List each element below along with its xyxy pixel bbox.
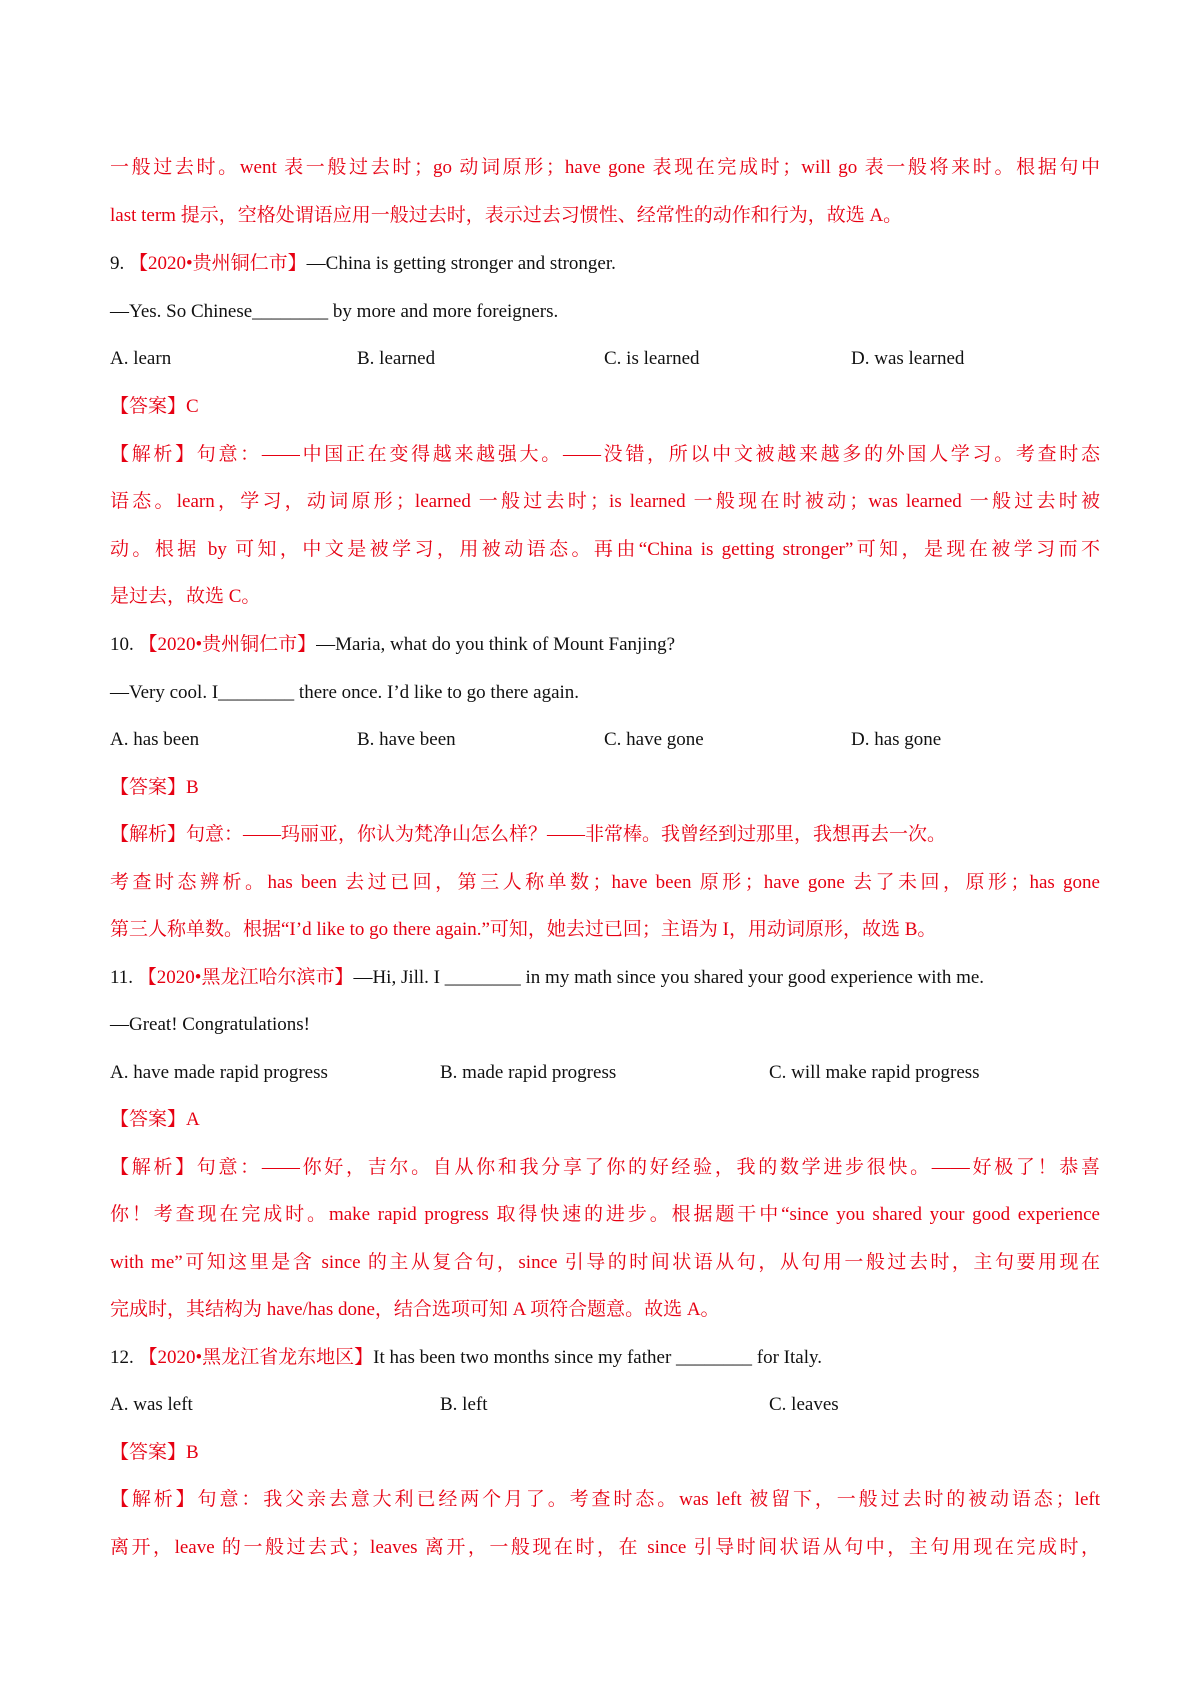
q10-analysis-line-1: 【解析】句意：——玛丽亚，你认为梵净山怎么样？——非常棒。我曾经到过那里，我想再去一次。 xyxy=(110,824,947,845)
q10-option-c: C. have gone xyxy=(604,729,704,750)
q9-source-tag: 【2020•贵州铜仁市】 xyxy=(129,253,307,274)
q10-stem-line-1 xyxy=(110,633,675,657)
q9-number: 9. xyxy=(110,253,125,274)
q12-stem-line-1 xyxy=(110,1346,822,1370)
q11-source-tag: 【2020•黑龙江哈尔滨市】 xyxy=(137,967,354,988)
q11-analysis-line-4: 完成时，其结构为 have/has done，结合选项可知 A 项符合题意。故选 A。 xyxy=(110,1299,720,1320)
q9-option-d: D. was learned xyxy=(851,348,965,369)
q11-analysis-line-1: 【解析】句意：——你好，吉尔。自从你和我分享了你的好经验，我的数学进步很快。——好极了！恭喜 xyxy=(110,1157,1100,1178)
q10-analysis-line-3: 第三人称单数。根据“I’d like to go there again.”可知，她去过已回；主语为 I，用动词原形，故选 B。 xyxy=(110,919,937,940)
q10-number: 10. xyxy=(110,634,134,655)
q9-analysis-line-3: 动。根据 by 可知，中文是被学习，用被动语态。再由“China is getting stronger”可知，是现在被学习而不 xyxy=(110,539,1100,560)
continuation-line-1: 一般过去时。went 表一般过去时；go 动词原形；have gone 表现在完成时；will go 表一般将来时。根据句中 xyxy=(110,157,1100,178)
q11-option-c: C. will make rapid progress xyxy=(769,1062,980,1083)
q10-option-d: D. has gone xyxy=(851,729,942,750)
q9-option-c: C. is learned xyxy=(604,348,700,369)
q9-option-b: B. learned xyxy=(357,348,436,369)
q10-stem-1: —Maria, what do you think of Mount Fanjing? xyxy=(316,634,676,655)
q10-option-a: A. has been xyxy=(110,729,200,750)
q9-stem-1: —China is getting stronger and stronger. xyxy=(306,253,616,274)
q11-number: 11. xyxy=(110,967,134,988)
q12-number: 12. xyxy=(110,1347,134,1368)
q12-stem-1: It has been two months since my father ________ for Italy. xyxy=(373,1347,823,1368)
q11-stem-2: —Great! Congratulations! xyxy=(110,1014,310,1035)
q12-option-a: A. was left xyxy=(110,1394,193,1415)
q9-analysis-line-2: 语态。learn，学习，动词原形；learned 一般过去时；is learned 一般现在时被动；was learned 一般过去时被 xyxy=(110,491,1100,512)
q9-option-a: A. learn xyxy=(110,348,172,369)
q9-stem-2: —Yes. So Chinese________ by more and more foreigners. xyxy=(110,301,559,322)
q9-stem-line-1 xyxy=(110,252,616,276)
q11-option-b: B. made rapid progress xyxy=(440,1062,617,1083)
q9-analysis-line-4: 是过去，故选 C。 xyxy=(110,586,261,607)
q10-stem-2: —Very cool. I________ there once. I’d like to go there again. xyxy=(110,682,580,703)
q12-analysis-line-1: 【解析】句意：我父亲去意大利已经两个月了。考查时态。was left 被留下，一般过去时的被动语态；left xyxy=(110,1489,1100,1510)
q12-analysis-line-2: 离开，leave 的一般过去式；leaves 离开，一般现在时，在 since 引导时间状语从句中，主句用现在完成时， xyxy=(110,1537,1100,1558)
q11-stem-line-1 xyxy=(110,966,984,990)
q11-answer: 【答案】A xyxy=(110,1109,200,1130)
q12-option-b: B. left xyxy=(440,1394,488,1415)
q11-stem-1: —Hi, Jill. I ________ in my math since you shared your good experience with me. xyxy=(353,967,985,988)
q10-analysis-line-2: 考查时态辨析。has been 去过已回，第三人称单数；have been 原形；have gone 去了未回，原形；has gone xyxy=(110,872,1100,893)
q12-option-c: C. leaves xyxy=(769,1394,839,1415)
q9-answer: 【答案】C xyxy=(110,396,199,417)
q10-source-tag: 【2020•贵州铜仁市】 xyxy=(138,634,317,655)
q12-source-tag: 【2020•黑龙江省龙东地区】 xyxy=(138,1347,374,1368)
q12-answer: 【答案】B xyxy=(110,1442,199,1463)
q11-option-a: A. have made rapid progress xyxy=(110,1062,328,1083)
q10-answer: 【答案】B xyxy=(110,777,199,798)
q9-analysis-line-1: 【解析】句意：——中国正在变得越来越强大。——没错，所以中文被越来越多的外国人学习。考查时态 xyxy=(110,444,1100,465)
q11-analysis-line-2: 你！考查现在完成时。make rapid progress 取得快速的进步。根据题干中“since you shared your good experience xyxy=(110,1204,1100,1225)
continuation-line-2: last term 提示，空格处谓语应用一般过去时，表示过去习惯性、经常性的动作和行为，故选 A。 xyxy=(110,205,903,226)
q10-option-b: B. have been xyxy=(357,729,456,750)
q11-analysis-line-3: with me”可知这里是含 since 的主从复合句，since 引导的时间状语从句，从句用一般过去时，主句要用现在 xyxy=(110,1252,1100,1273)
